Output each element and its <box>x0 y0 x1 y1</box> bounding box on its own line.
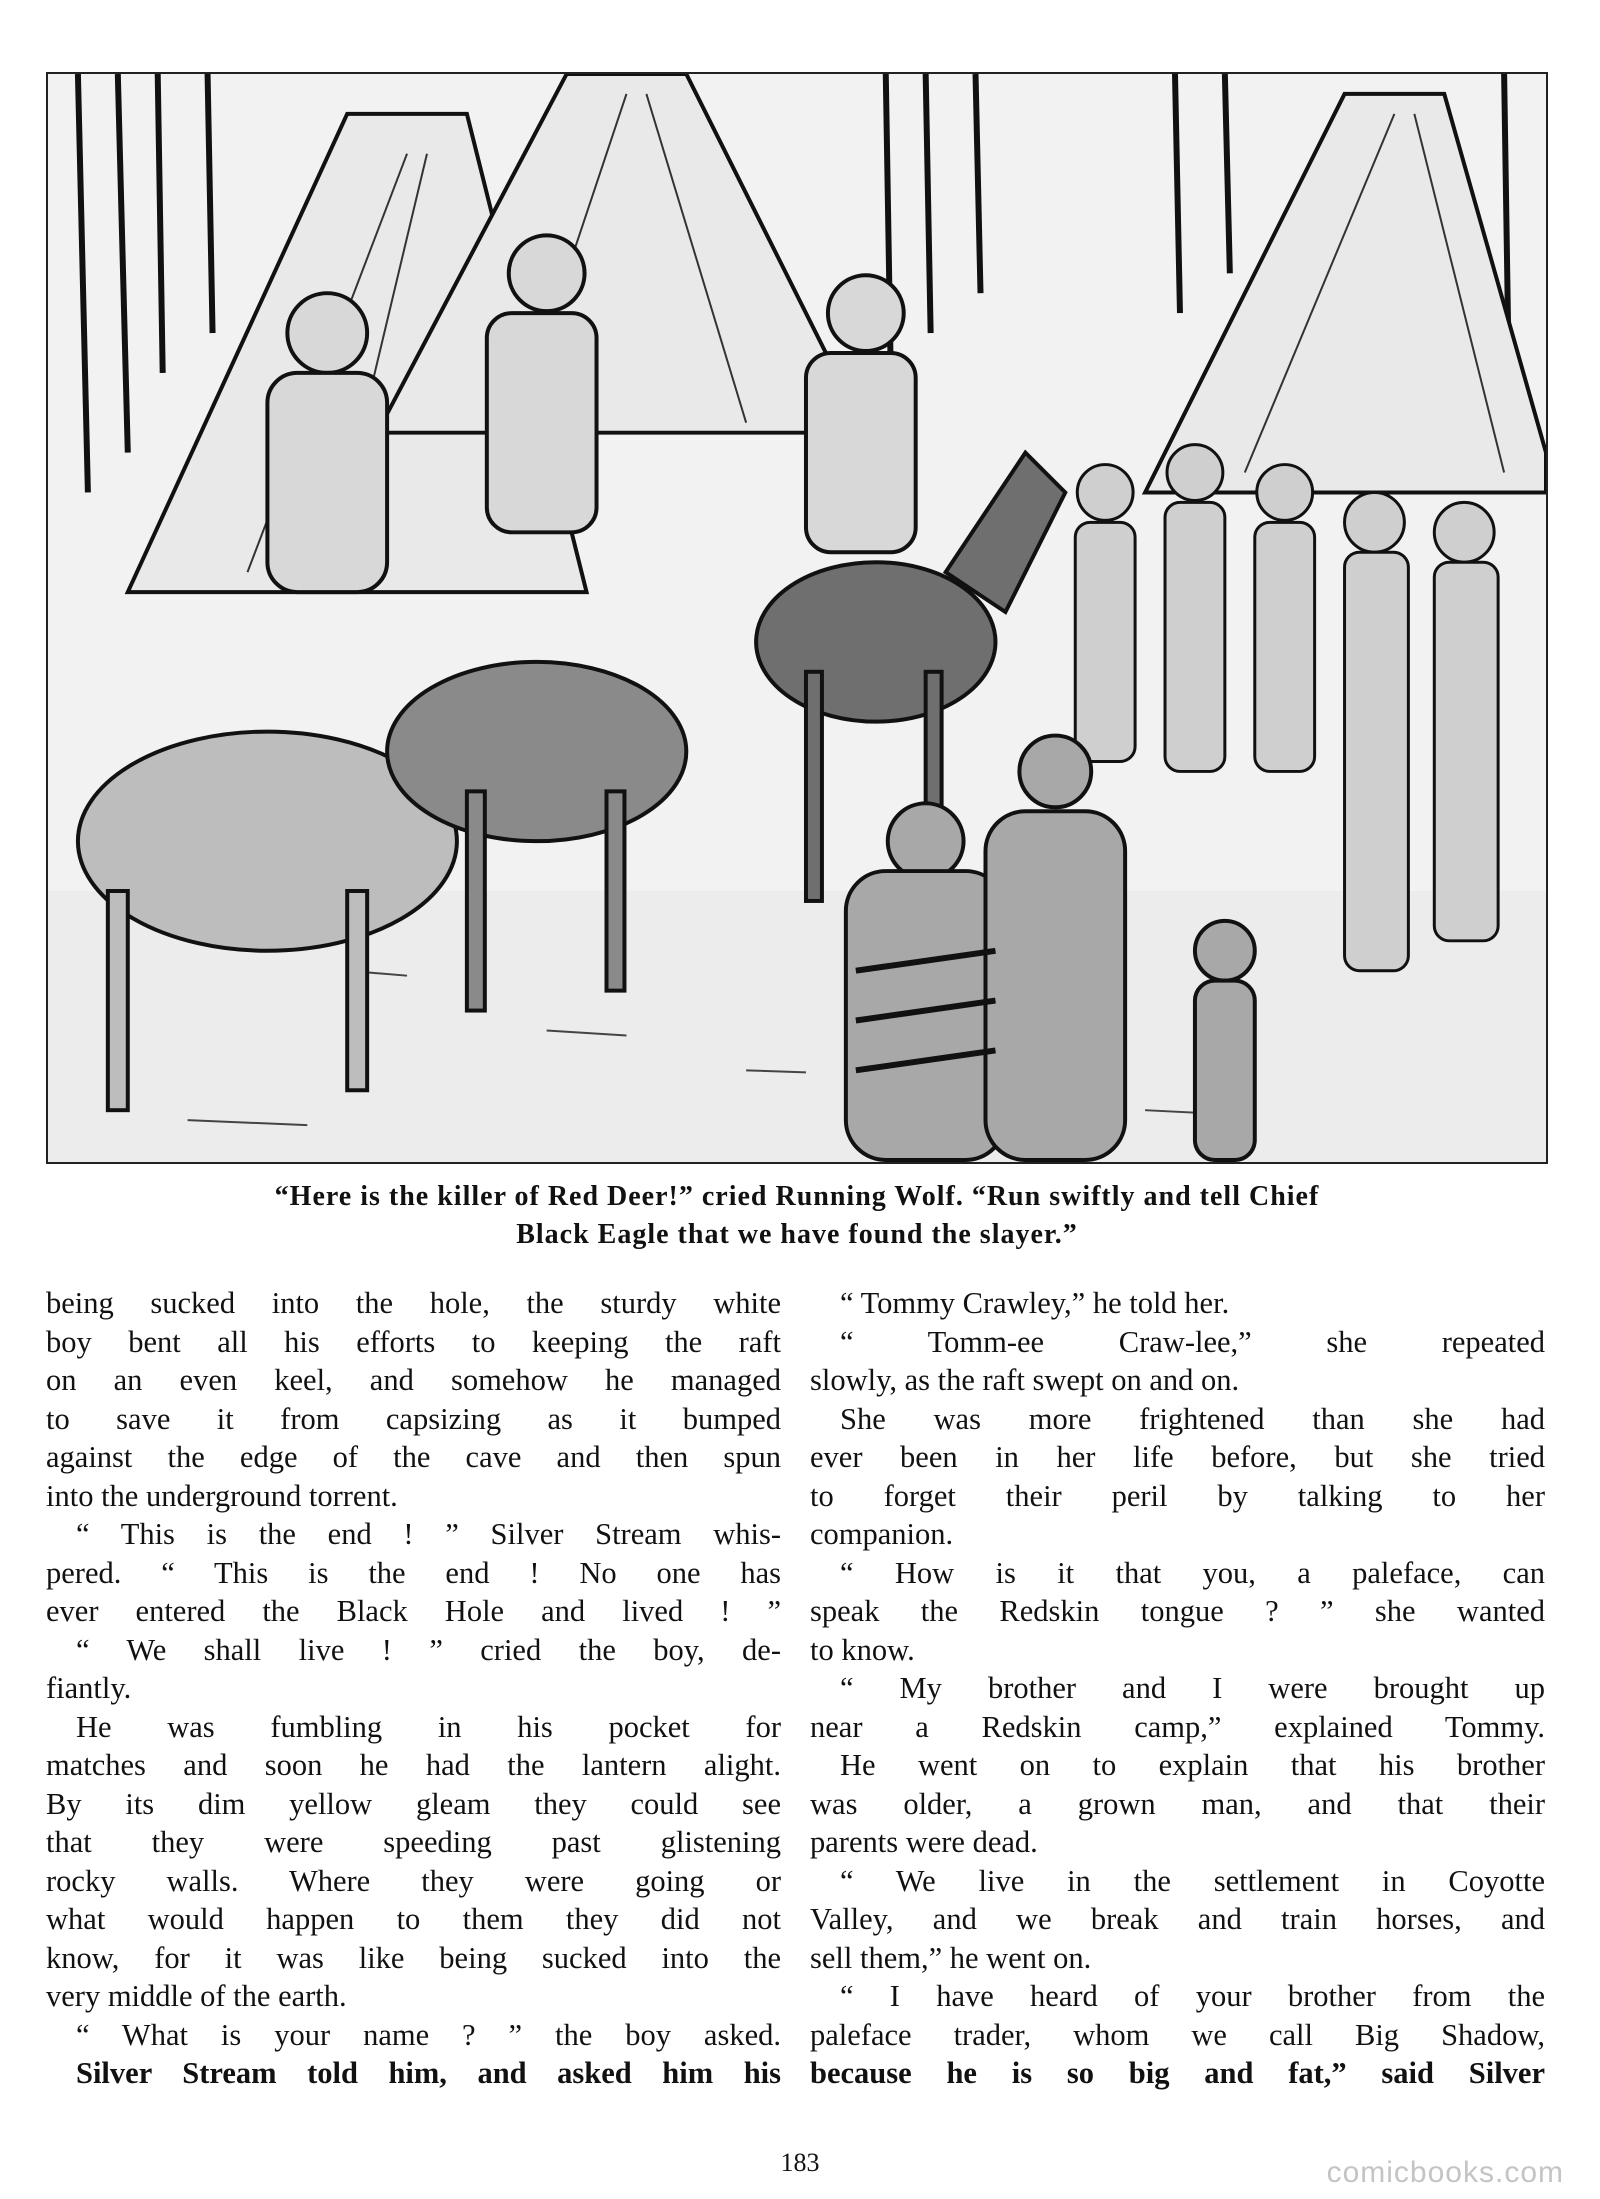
text-line: By its dim yellow gleam they could see <box>46 1786 781 1821</box>
text-line: “ I have heard of your brother from the <box>840 1979 1545 2013</box>
text-line: He was fumbling in his pocket for <box>76 1709 781 1744</box>
text-line: speak the Redskin tongue ? ” she wanted <box>810 1594 1545 1628</box>
text-line: against the edge of the cave and then spun <box>46 1440 781 1474</box>
text-line: being sucked into the hole, the sturdy white <box>46 1286 781 1320</box>
text-line: ever been in her life before, but she tried <box>810 1440 1545 1474</box>
text-line: what would happen to them they did not <box>46 1902 781 1936</box>
text-line: into the underground torrent. <box>46 1478 398 1513</box>
text-line: pered. “ This is the end ! No one has <box>46 1555 781 1590</box>
text-line: “ Tomm-ee Craw-lee,” she repeated <box>840 1324 1545 1359</box>
text-line: to save it from capsizing as it bumped <box>46 1401 781 1436</box>
text-line: very middle of the earth. <box>46 1979 347 2013</box>
caption-line-2: Black Eagle that we have found the slayer.” <box>516 1219 1078 1250</box>
text-line: “ What is your name ? ” the boy asked. <box>76 2017 781 2052</box>
text-line: to forget their peril by talking to her <box>810 1478 1545 1513</box>
text-line: ever entered the Black Hole and lived ! ” <box>46 1594 781 1628</box>
site-watermark: comicbooks.com <box>1326 2156 1564 2189</box>
text-line: parents were dead. <box>810 1825 1038 1859</box>
text-line: companion. <box>810 1517 954 1551</box>
text-line: because he is so big and fat,” said Silver <box>810 2056 1545 2090</box>
story-illustration <box>46 72 1548 1164</box>
text-line: paleface trader, whom we call Big Shadow, <box>810 2017 1545 2052</box>
text-line: to know. <box>810 1632 915 1667</box>
text-line: “ My brother and I were brought up <box>840 1671 1545 1705</box>
text-line: know, for it was like being sucked into the <box>46 1940 781 1975</box>
caption-line-1: “Here is the killer of Red Deer!” cried Running Wolf. “Run swiftly and tell Chief <box>274 1181 1320 1212</box>
text-line: “ This is the end ! ” Silver Stream whis- <box>76 1517 781 1551</box>
text-line: Silver Stream told him, and asked him his <box>76 2056 781 2090</box>
illustration-caption <box>46 1178 1548 1254</box>
text-line: rocky walls. Where they were going or <box>46 1863 781 1898</box>
woodcut-illustration-icon <box>48 74 1546 1162</box>
text-line: matches and soon he had the lantern alight. <box>46 1748 781 1782</box>
text-line: “ We shall live ! ” cried the boy, de- <box>76 1632 781 1667</box>
text-line: was older, a grown man, and that their <box>810 1786 1545 1821</box>
text-line: Valley, and we break and train horses, and <box>810 1902 1545 1936</box>
text-line: “ Tommy Crawley,” he told her. <box>840 1286 1230 1320</box>
right-text-column <box>810 1284 1545 2093</box>
text-line: boy bent all his efforts to keeping the raft <box>46 1324 781 1359</box>
text-line: slowly, as the raft swept on and on. <box>810 1363 1240 1397</box>
text-line: “ How is it that you, a paleface, can <box>840 1555 1545 1590</box>
text-line: that they were speeding past glistening <box>46 1825 781 1859</box>
left-text-column <box>46 1284 781 2093</box>
page-number: 183 <box>780 2148 820 2177</box>
text-line: fiantly. <box>46 1671 132 1705</box>
text-line: sell them,” he went on. <box>810 1940 1092 1975</box>
text-line: on an even keel, and somehow he managed <box>46 1363 781 1397</box>
text-line: He went on to explain that his brother <box>840 1748 1545 1782</box>
text-line: near a Redskin camp,” explained Tommy. <box>810 1709 1545 1744</box>
text-line: “ We live in the settlement in Coyotte <box>840 1863 1545 1898</box>
text-line: She was more frightened than she had <box>840 1401 1545 1436</box>
